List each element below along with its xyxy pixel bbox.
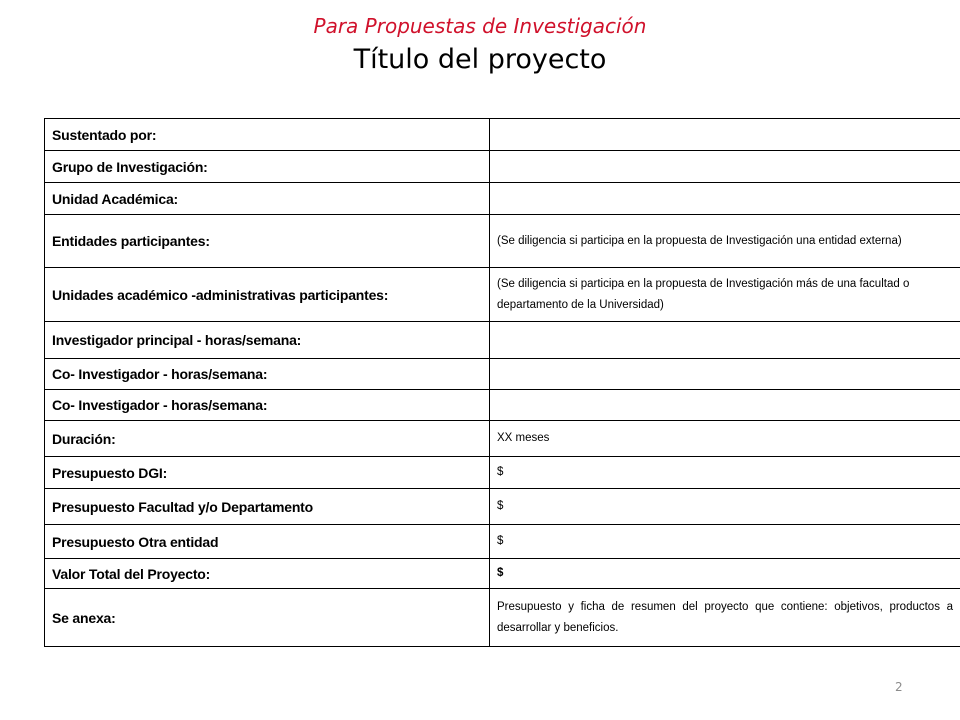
row-value[interactable]: $ — [490, 525, 960, 559]
row-label: Investigador principal - horas/semana: — [45, 322, 490, 359]
table-row-investigador-principal — [45, 322, 960, 359]
table-row-unidades-admin — [45, 268, 960, 322]
project-title: Título del proyecto — [353, 44, 607, 75]
proposal-form-table — [44, 118, 960, 647]
row-label: Presupuesto Otra entidad — [45, 525, 490, 559]
row-value[interactable]: Presupuesto y ficha de resumen del proyecto que contiene: objetivos, productos a desarrollar y beneficios. — [490, 589, 960, 647]
row-label: Co- Investigador - horas/semana: — [45, 390, 490, 421]
table-row-presupuesto-facultad — [45, 489, 960, 525]
row-value[interactable] — [490, 390, 960, 421]
row-value[interactable] — [490, 359, 960, 390]
row-label: Co- Investigador - horas/semana: — [45, 359, 490, 390]
table-row-co-investigador-1 — [45, 359, 960, 390]
row-label: Sustentado por: — [45, 119, 490, 151]
row-label: Presupuesto DGI: — [45, 457, 490, 489]
row-label: Duración: — [45, 421, 490, 457]
table-row-co-investigador-2 — [45, 390, 960, 421]
row-label: Entidades participantes: — [45, 215, 490, 268]
row-value[interactable]: (Se diligencia si participa en la propuesta de Investigación más de una facultad o departamento de la Universidad) — [490, 268, 960, 322]
row-label: Grupo de Investigación: — [45, 151, 490, 183]
table-row-unidad — [45, 183, 960, 215]
slide-subtitle: Para Propuestas de Investigación — [313, 14, 647, 38]
table-row-se-anexa — [45, 589, 960, 647]
table-row-presupuesto-otra — [45, 525, 960, 559]
row-value[interactable]: $ — [490, 489, 960, 525]
row-value[interactable]: (Se diligencia si participa en la propuesta de Investigación una entidad externa) — [490, 215, 960, 268]
row-value[interactable] — [490, 322, 960, 359]
row-label: Unidades académico -administrativas participantes: — [45, 268, 490, 322]
table-row-duracion — [45, 421, 960, 457]
row-label: Se anexa: — [45, 589, 490, 647]
table-row-valor-total — [45, 559, 960, 589]
table-row-sustentado — [45, 119, 960, 151]
row-value[interactable] — [490, 183, 960, 215]
row-value[interactable] — [490, 151, 960, 183]
row-label: Valor Total del Proyecto: — [45, 559, 490, 589]
table-row-entidades — [45, 215, 960, 268]
table-row-presupuesto-dgi — [45, 457, 960, 489]
page-number: 2 — [895, 680, 903, 694]
row-value[interactable]: $ — [490, 457, 960, 489]
row-label: Unidad Académica: — [45, 183, 490, 215]
row-value[interactable]: XX meses — [490, 421, 960, 457]
row-label: Presupuesto Facultad y/o Departamento — [45, 489, 490, 525]
table-row-grupo — [45, 151, 960, 183]
row-value[interactable]: $ — [490, 559, 960, 589]
row-value[interactable] — [490, 119, 960, 151]
